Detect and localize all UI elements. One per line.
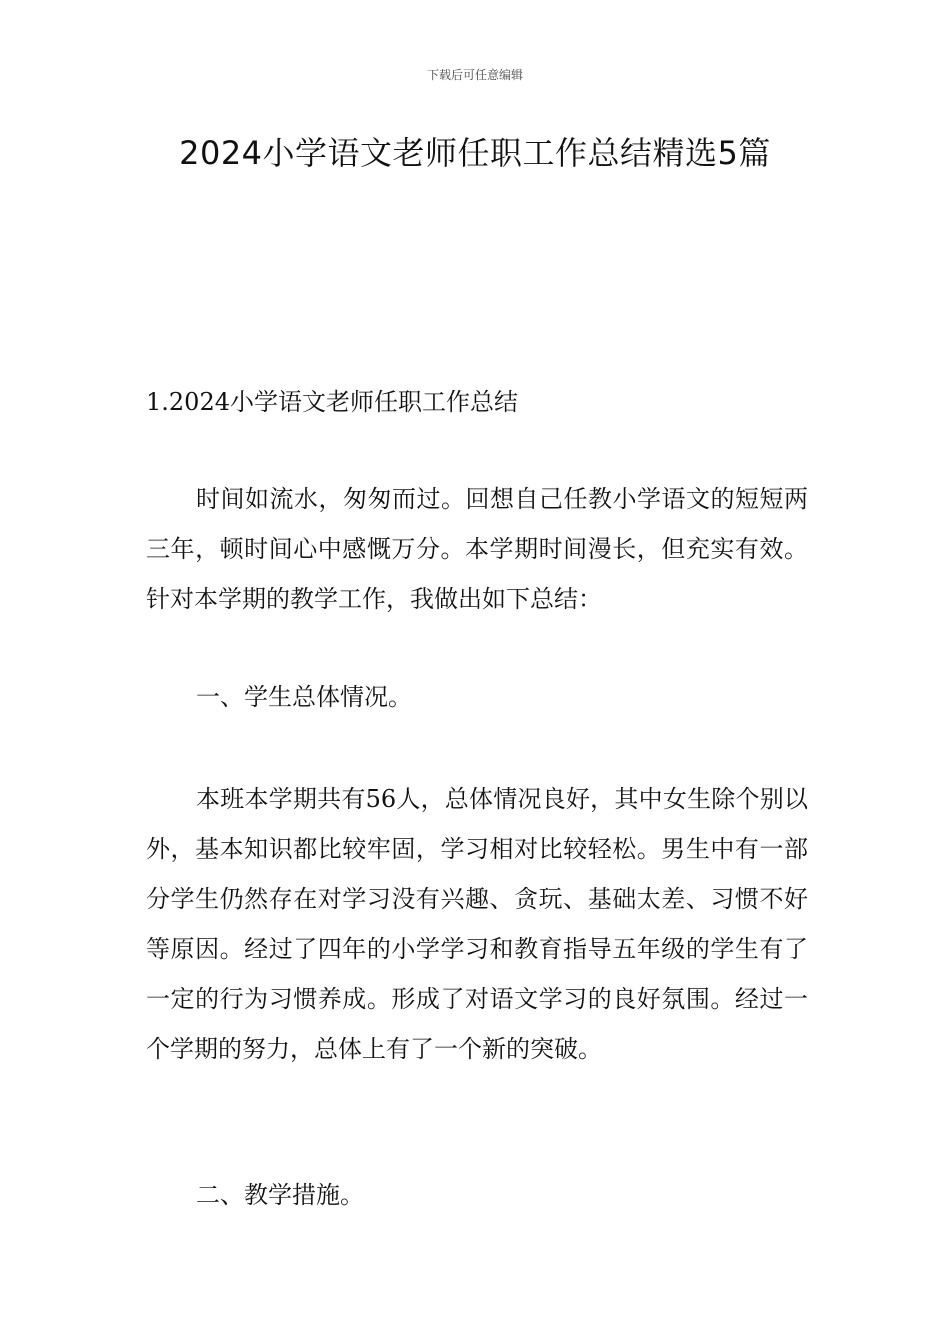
subheading-student-situation: 一、学生总体情况。: [196, 683, 412, 711]
section-heading: 1.2024小学语文老师任职工作总结: [146, 388, 518, 416]
document-title: 2024小学语文老师任职工作总结精选5篇: [179, 134, 771, 172]
intro-paragraph: 时间如流水，匆匆而过。回想自己任教小学语文的短短两三年，顿时间心中感慨万分。本学期时间漫长，但充实有效。针对本学期的教学工作，我做出如下总结：: [146, 485, 808, 613]
student-situation-paragraph: 本班本学期共有56人，总体情况良好，其中女生除个别以外，基本知识都比较牢固，学习相对比较轻松。男生中有一部分学生仍然存在对学习没有兴趣、贪玩、基础太差、习惯不好等原因。经过了四年的小学学习和教育指导五年级的学生有了一定的行为习惯养成。形成了对语文学习的良好氛围。经过一个学期的努力，总体上有了一个新的突破。: [146, 785, 808, 1063]
header-note: 下载后可任意编辑: [426, 68, 523, 82]
subheading-teaching-measures: 二、教学措施。: [196, 1181, 364, 1209]
